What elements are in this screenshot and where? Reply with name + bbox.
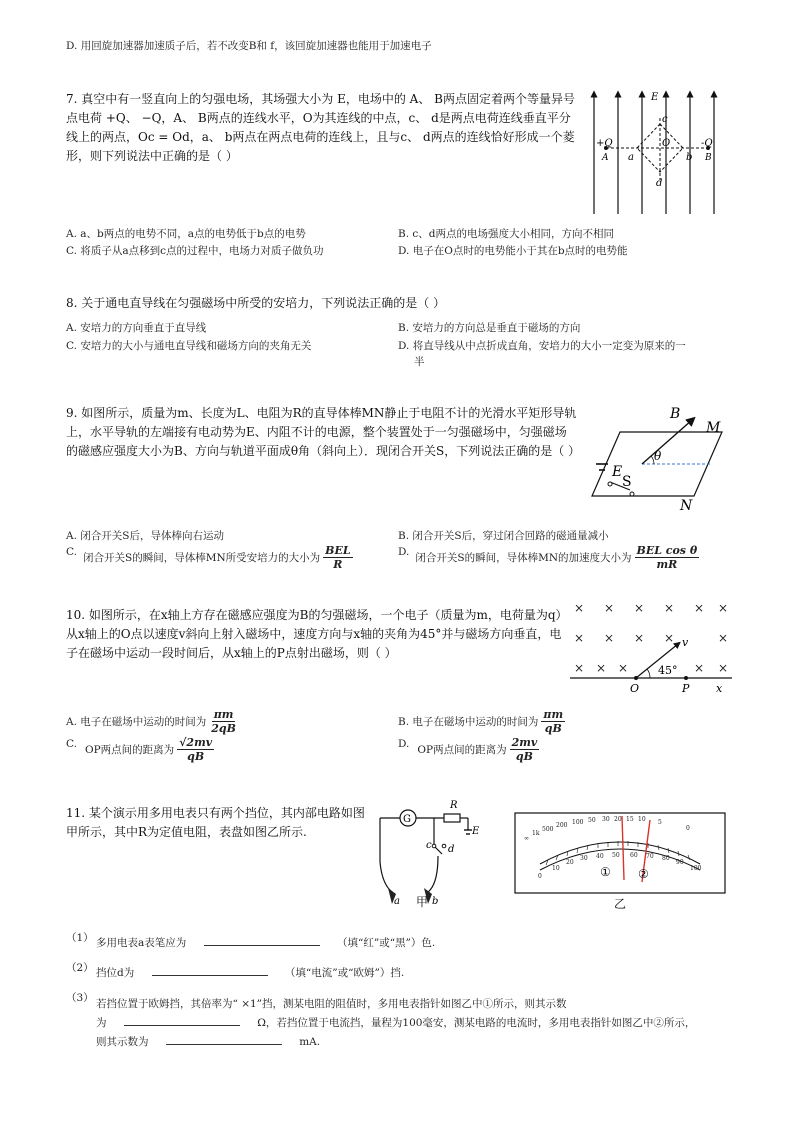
svg-text:30: 30 <box>580 855 588 862</box>
marker-2: ② <box>638 867 649 881</box>
q10-option-b-text: B. 电子在磁场中运动的时间为 <box>398 715 539 728</box>
q9-option-d-text: 闭合开关S的瞬间，导体棒MN的加速度大小为 <box>415 551 632 564</box>
svg-text:50: 50 <box>612 852 620 859</box>
q8-option-b[interactable]: B. 安培力的方向总是垂直于磁场的方向 <box>398 322 581 334</box>
q8-option-d-line1: D. 将直导线从中点折成直角，安培力的大小一定变为原来的一 <box>398 340 686 352</box>
q8-stem: 8. 关于通电直导线在匀强磁场中所受的安培力，下列说法正确的是（ ） <box>66 296 446 310</box>
svg-text:×: × <box>574 601 585 615</box>
q9-option-d-label: D. <box>398 546 410 558</box>
label-minusQ: -Q <box>701 138 713 149</box>
svg-text:10: 10 <box>552 865 560 872</box>
q9-option-c[interactable] <box>66 544 356 571</box>
q10-option-d-fraction: $\frac{2mv}{qB}$ <box>511 736 538 763</box>
q10-option-c-label: C. <box>66 738 77 750</box>
label-g: G <box>403 814 411 825</box>
prev-option-d: D. 用回旋加速器加速质子后，若不改变B和 f，该回旋加速器也能用于加速电子 <box>66 40 432 52</box>
label-n: N <box>680 498 693 514</box>
caption-yi: 乙 <box>614 897 627 911</box>
label-b: b <box>432 896 439 907</box>
svg-text:×: × <box>634 631 645 645</box>
answer-blank-2[interactable] <box>152 963 268 976</box>
svg-text:20: 20 <box>566 859 574 866</box>
q10-option-b-fraction: $\frac{\pi m}{qB}$ <box>543 708 564 735</box>
svg-text:×: × <box>574 661 585 675</box>
svg-text:×: × <box>634 601 645 615</box>
svg-text:×: × <box>596 661 607 675</box>
q9-option-c-fraction: $\frac{\text{BEL}}{R}$ <box>325 544 351 571</box>
label-d: d <box>448 844 455 855</box>
label-v: v <box>682 636 689 649</box>
magnetic-field-crosses <box>574 601 728 675</box>
q8-option-c[interactable]: C. 安培力的大小与通电直导线和磁场方向的夹角无关 <box>66 340 312 352</box>
q10-option-d[interactable] <box>398 736 542 763</box>
label-a: a <box>628 152 634 163</box>
q9-option-d-fraction: $\frac{\text{BEL cos θ}}{mR}$ <box>636 544 698 571</box>
q7-option-d[interactable]: D. 电子在O点时的电势能小于其在b点时的电势能 <box>398 245 628 257</box>
label-B: B <box>705 153 712 163</box>
q8-option-d[interactable] <box>398 338 728 370</box>
svg-text:0: 0 <box>686 825 690 832</box>
label-45: 45° <box>658 664 678 677</box>
svg-text:50: 50 <box>588 817 596 824</box>
svg-text:15: 15 <box>626 816 634 823</box>
q10-option-d-text: OP两点间的距离为 <box>417 743 507 756</box>
q11-sub1: 多用电表a表笔应为 （填“红”或“黑”）色. <box>96 933 435 951</box>
q9-figure <box>582 402 732 514</box>
q10-option-a[interactable] <box>66 708 241 735</box>
q11-sub3-num: （3） <box>66 992 94 1004</box>
svg-text:×: × <box>618 661 629 675</box>
label-A: A <box>602 153 609 163</box>
q11-sub3: 若挡位置于欧姆挡，其倍率为“ ×1”挡，测某电阻的阻值时，多用电表指针如图乙中①所示，则其示数 为 Ω，若挡位置于电流挡，量程为100毫安，测某电路的电流时，多用电表指针如图乙中②所示， 则其示数为 mA. <box>96 998 696 1048</box>
svg-text:×: × <box>604 601 615 615</box>
q8-option-a[interactable]: A. 安培力的方向垂直于直导线 <box>66 322 207 334</box>
q11-figure-yi <box>514 812 726 894</box>
label-O: O <box>662 138 671 149</box>
svg-text:100: 100 <box>572 819 584 826</box>
q7-stem: 7. 真空中有一竖直向上的匀强电场，其场强大小为 E，电场中的 A、 B两点固定着两个等量异号点电荷 +Q、 −Q，A、 B两点的连线水平，O为其连线的中点，c、 d是两点电荷连线垂直平分线上的两点，Oc = Od，a、 b两点在两点电荷的连线上，且与c、 d两点的连线恰好形成一个菱形，则下列说法中正确的是（ ） <box>66 92 575 163</box>
svg-text:1k: 1k <box>532 830 540 837</box>
q9-option-c-label: C. <box>66 546 77 558</box>
q7-option-a[interactable]: A. a、b两点的电势不同，a点的电势低于b点的电势 <box>66 228 306 240</box>
q11-stem: 11. 某个演示用多用电表只有两个挡位，其内部电路如图甲所示，其中R为定值电阻，表盘如图乙所示. <box>66 806 365 839</box>
label-x: x <box>716 682 723 695</box>
svg-text:×: × <box>694 601 705 615</box>
label-p: P <box>682 682 690 695</box>
resistor-r <box>444 814 460 822</box>
q10-option-c-fraction: $\frac{√2mv}{qB}$ <box>179 736 213 763</box>
label-b: B <box>670 406 681 422</box>
svg-text:×: × <box>664 601 675 615</box>
answer-blank-3[interactable] <box>124 1013 240 1026</box>
label-b: b <box>686 152 693 163</box>
label-E: E <box>651 92 659 103</box>
label-r: R <box>450 800 458 811</box>
caption-jia: 甲 <box>416 895 429 909</box>
label-o: O <box>630 682 640 695</box>
q10-option-a-text: A. 电子在磁场中运动的时间为 <box>66 715 207 728</box>
q10-option-d-label: D. <box>398 738 410 750</box>
svg-text:500: 500 <box>542 826 554 833</box>
svg-text:×: × <box>574 631 585 645</box>
q9-option-a[interactable]: A. 闭合开关S后，导体棒向右运动 <box>66 530 224 542</box>
label-e: E <box>612 464 623 480</box>
q10-stem: 10. 如图所示，在x轴上方存在磁感应强度为B的匀强磁场，一个电子（质量为m，电荷量为q）从x轴上的O点以速度v斜向上射入磁场中，速度方向与x轴的夹角为45°并与磁场方向垂直，电子在磁场中运动一段时间后，从x轴上的P点射出磁场，则（ ） <box>66 608 562 660</box>
svg-text:×: × <box>664 631 675 645</box>
answer-blank-1[interactable] <box>204 933 320 946</box>
label-d: d <box>656 178 663 189</box>
svg-text:20: 20 <box>614 816 622 823</box>
q7-figure <box>588 86 726 218</box>
label-a: a <box>394 896 400 907</box>
svg-text:×: × <box>718 631 729 645</box>
q8-option-d-line2: 半 <box>414 356 425 368</box>
q10-option-b[interactable] <box>398 708 568 735</box>
q7-option-c[interactable]: C. 将质子从a点移到c点的过程中，电场力对质子做负功 <box>66 245 324 257</box>
label-s: S <box>622 474 632 490</box>
label-c: c <box>426 840 432 851</box>
svg-text:30: 30 <box>602 816 610 823</box>
svg-text:×: × <box>604 631 615 645</box>
q9-option-d[interactable] <box>398 544 702 571</box>
svg-text:200: 200 <box>556 822 568 829</box>
svg-text:40: 40 <box>596 853 604 860</box>
q10-figure <box>566 596 734 696</box>
label-c: c <box>662 114 668 125</box>
svg-text:10: 10 <box>638 816 646 823</box>
svg-text:60: 60 <box>630 852 638 859</box>
marker-1: ① <box>600 865 611 879</box>
meter-face <box>515 813 725 893</box>
answer-blank-4[interactable] <box>166 1032 282 1045</box>
label-e: E <box>472 826 480 837</box>
svg-text:×: × <box>718 601 729 615</box>
label-theta: θ <box>654 449 662 463</box>
svg-text:100: 100 <box>690 865 702 872</box>
label-m: M <box>706 420 721 436</box>
svg-text:×: × <box>718 661 729 675</box>
label-plusQ: +Q <box>596 138 613 149</box>
q11-sub1-num: （1） <box>66 932 94 944</box>
q9-option-c-text: 闭合开关S的瞬间，导体棒MN所受安培力的大小为 <box>83 551 321 564</box>
q7-option-b[interactable]: B. c、d两点的电场强度大小相同，方向不相同 <box>398 228 614 240</box>
svg-text:90: 90 <box>676 859 684 866</box>
svg-text:80: 80 <box>662 855 670 862</box>
svg-text:0: 0 <box>538 873 542 880</box>
svg-text:70: 70 <box>646 853 654 860</box>
q10-option-a-fraction: $\frac{\pi m}{2qB}$ <box>211 708 236 735</box>
svg-text:5: 5 <box>658 819 662 826</box>
svg-text:∞: ∞ <box>524 835 529 842</box>
q10-option-c[interactable] <box>66 736 217 763</box>
q11-sub2-num: （2） <box>66 962 94 974</box>
q10-option-c-text: OP两点间的距离为 <box>85 743 175 756</box>
b-field-arrow <box>642 420 692 464</box>
svg-text:×: × <box>694 661 705 675</box>
q11-sub2: 挡位d为 （填“电流”或“欧姆”）挡. <box>96 963 404 981</box>
q9-stem: 9. 如图所示，质量为m、长度为L、电阻为R的直导体棒MN静止于电阻不计的光滑水平矩形导轨上，水平导轨的左端接有电动势为E、内阻不计的电源，整个装置处于一匀强磁场中，匀强磁场的磁感应强度大小为B、方向与轨道平面成θ角（斜向上）．现闭合开关S，下列说法正确的是（ ） <box>66 406 581 458</box>
q9-option-b[interactable]: B. 闭合开关S后，穿过闭合回路的磁通量减小 <box>398 530 609 542</box>
